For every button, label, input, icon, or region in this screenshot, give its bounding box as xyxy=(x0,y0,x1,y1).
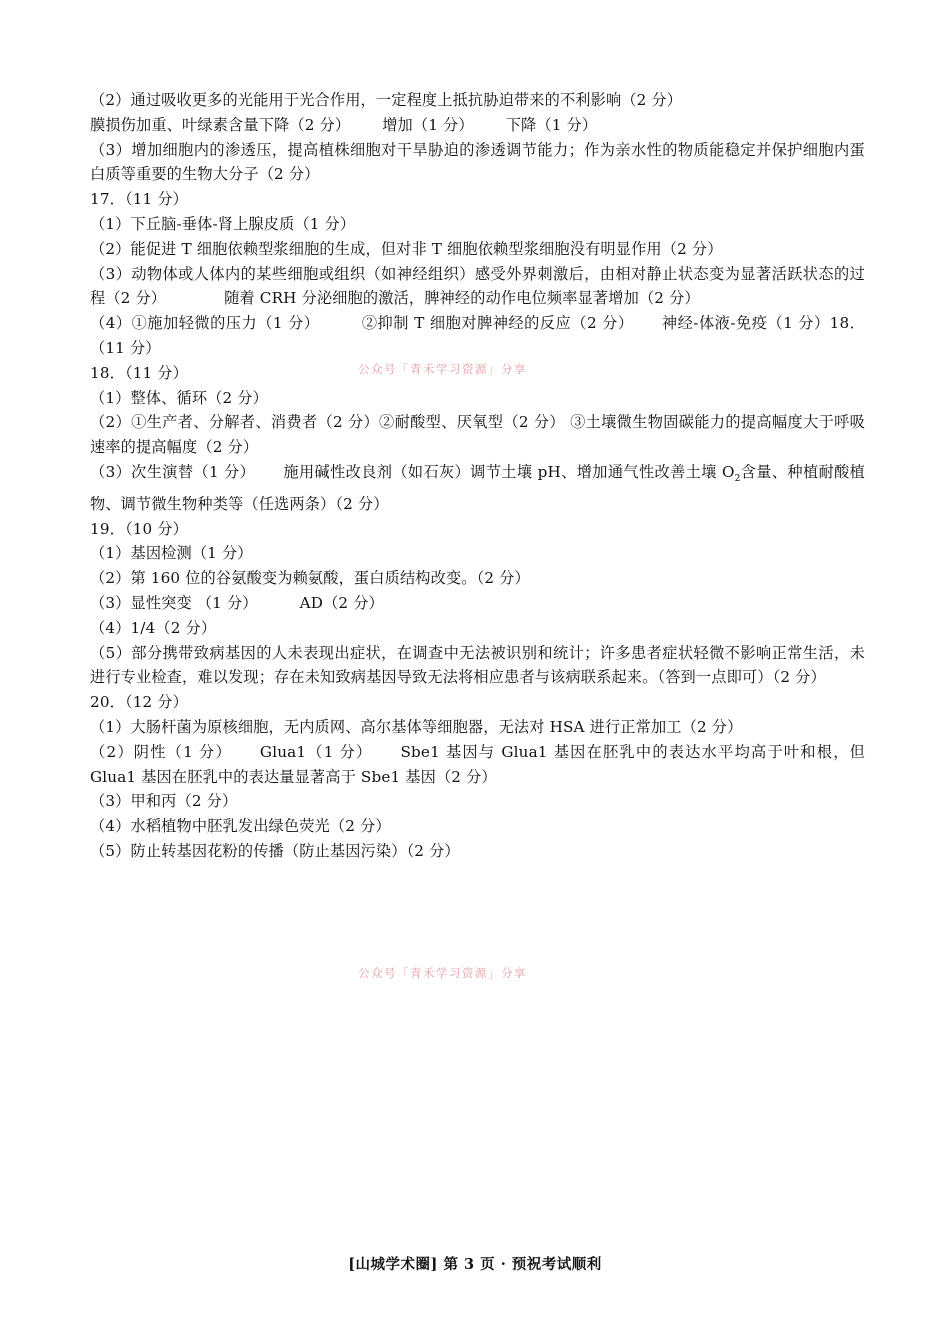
answer-line: （5）部分携带致病基因的人未表现出症状，在调查中无法被识别和统计；许多患者症状轻微不影响正常生活，未进行专业检查，难以发现；存在未知致病基因导致无法将相应患者与该病联系起来。（答到一点即可）（2 分） xyxy=(90,643,865,687)
answer-line: （4）水稻植物中胚乳发出绿色荧光（2 分） xyxy=(90,817,391,836)
answer-text: ②抑制 T 细胞对脾神经的反应（2 分） xyxy=(361,314,634,333)
answer-text: AD（2 分） xyxy=(299,593,384,612)
answer-line xyxy=(90,740,865,790)
answer-line: （2）通过吸收更多的光能用于光合作用，一定程度上抵抗胁迫带来的不利影响（2 分） xyxy=(90,91,683,109)
answer-text: 施用碱性改良剂（如石灰）调节土壤 pH、增加通气性改善土壤 O xyxy=(283,462,735,481)
answer-line xyxy=(90,113,865,138)
page-footer: [山城学术圈] 第 3 页 · 预祝考试顺利 xyxy=(348,1256,602,1273)
answer-line: （2）第 160 位的谷氨酸变为赖氨酸，蛋白质结构改变。（2 分） xyxy=(90,569,530,588)
answer-line: （1）大肠杆菌为原核细胞，无内质网、高尔基体等细胞器，无法对 HSA 进行正常加工（2 分） xyxy=(90,717,743,736)
answer-text: （3）动物体或人体内的某些细胞或组织（如神经组织）感受外界刺激后，由相对静止状态变为显著活跃状态的过程（2 分） xyxy=(90,264,865,308)
question-heading: 19．（10 分） xyxy=(90,519,188,538)
answer-line xyxy=(90,262,865,312)
answer-line: （1）下丘脑-垂体-肾上腺皮质（1 分） xyxy=(90,214,356,233)
answer-text: 随着 CRH 分泌细胞的激活，脾神经的动作电位频率显著增加（2 分） xyxy=(224,289,700,308)
answer-text: （2）阴性（1 分） xyxy=(90,742,232,761)
answer-text: 含量、种植耐酸植物、调节微生物种类等（任选两条）（2 分） xyxy=(90,462,866,513)
answer-text: （4）①施加轻微的压力（1 分） xyxy=(90,314,320,333)
subscript: 2 xyxy=(734,473,741,484)
answer-text: （3）显性突变 （1 分） xyxy=(90,593,258,612)
answer-text: 神经-体液-免疫（1 分）18．（11 分） xyxy=(90,314,866,357)
answer-line: （1）整体、循环（2 分） xyxy=(90,388,268,407)
watermark: 公众号「青禾学习资源」分享 xyxy=(358,966,527,980)
question-heading: 17．（11 分） xyxy=(90,190,188,209)
answer-text: 膜损伤加重、叶绿素含量下降（2 分） xyxy=(90,115,351,134)
answer-line xyxy=(90,311,865,361)
answer-line xyxy=(90,460,865,517)
answer-line: （3）甲和丙（2 分） xyxy=(90,792,238,811)
answer-line: （2）能促进 T 细胞依赖型浆细胞的生成，但对非 T 细胞依赖型浆细胞没有明显作用（2 分） xyxy=(90,239,723,258)
answer-text: Sbe1 基因与 Glua1 基因在胚乳中的表达水平均高于叶和根，但 Glua1 基因在胚乳中的表达量显著高于 Sbe1 基因（2 分） xyxy=(90,742,865,786)
answer-document xyxy=(90,88,865,864)
answer-line: （5）防止转基因花粉的传播（防止基因污染）（2 分） xyxy=(90,841,460,860)
answer-line: （3）增加细胞内的渗透压，提高植株细胞对干旱胁迫的渗透调节能力；作为亲水性的物质能稳定并保护细胞内蛋白质等重要的生物大分子（2 分） xyxy=(90,140,865,184)
answer-line: （2）①生产者、分解者、消费者（2 分）②耐酸型、厌氧型（2 分） ③土壤微生物固碳能力的提高幅度大于呼吸速率的提高幅度（2 分） xyxy=(90,413,865,457)
answer-text: Glua1（1 分） xyxy=(259,742,373,761)
question-heading: 20．（12 分） xyxy=(90,693,188,712)
question-heading: 18．（11 分） xyxy=(90,363,188,382)
answer-line xyxy=(90,591,865,616)
answer-line: （1）基因检测（1 分） xyxy=(90,544,253,563)
answer-text: 下降（1 分） xyxy=(505,115,598,134)
answer-line: （4）1/4（2 分） xyxy=(90,618,217,637)
answer-text: 增加（1 分） xyxy=(382,115,474,134)
answer-text: （3）次生演替（1 分） xyxy=(90,462,256,481)
watermark: 公众号「青禾学习资源」分享 xyxy=(358,362,527,376)
